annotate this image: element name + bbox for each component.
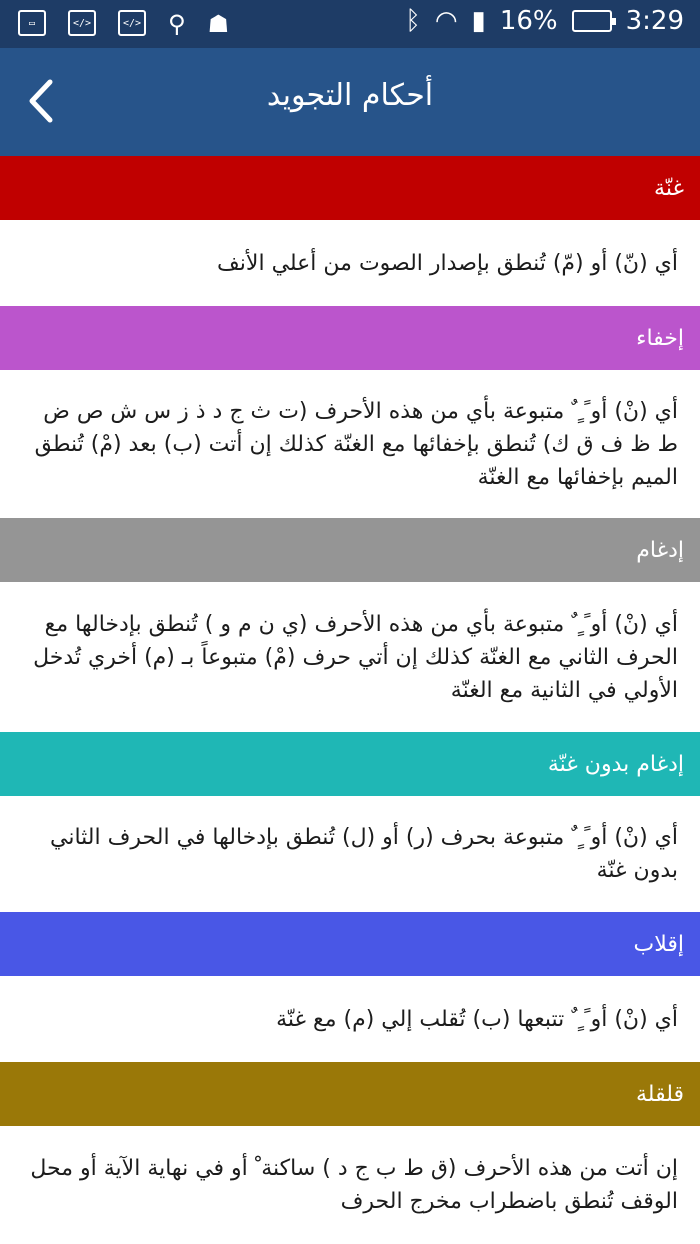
section-title: إخفاء [636,325,684,351]
clock: 3:29 [625,6,684,36]
section-body-ghunna [0,220,700,306]
section-body-ikhfa [0,370,700,518]
android-icon: ☗ [207,10,230,38]
usb-icon: ⚲ [168,10,186,38]
section-title: إدغام بدون غنّة [547,751,684,777]
section-body-iqlab [0,976,700,1062]
page-title: أحكام التجويد [266,78,434,113]
section-body-idgham-no-ghunna [0,796,700,912]
section-body-idgham [0,582,700,732]
app-bar [0,48,700,156]
section-header-idgham-no-ghunna [0,732,700,796]
section-text: أي (نْ) أو ً ٍ ٌ متبوعة بأي من هذه الأحرف (ت ث ج د ذ ز س ش ص ض ط ظ ف ق ك) تُنطق بإخفائها مع الغنّة كذلك إن أتت (ب) بعد (مْ) تُنطق الميم بإخفائها مع الغنّة [34,398,678,490]
section-text: إن أتت من هذه الأحرف (ق ط ب ج د ) ساكنة ْ أو في نهاية الآية أو محل الوقف تُنطق باضطراب مخرج الحرف [30,1156,678,1214]
section-title: إدغام [636,537,684,563]
section-text: أي (نّ) أو (مّ) تُنطق بإصدار الصوت من أعلي الأنف [217,250,678,276]
section-text: أي (نْ) أو ً ٍ ٌ تتبعها (ب) تُقلب إلي (م) مع غنّة [276,1006,678,1032]
section-header-ikhfa [0,306,700,370]
section-title: غنّة [654,175,684,201]
section-title: قلقلة [635,1081,684,1107]
wifi-icon: ◠ [434,6,458,36]
code-notification-icon: </> [68,10,96,36]
notification-icons [18,10,229,38]
section-header-ghunna [0,156,700,220]
section-header-iqlab [0,912,700,976]
section-text: أي (نْ) أو ً ٍ ٌ متبوعة بحرف (ر) أو (ل) تُنطق بإدخالها في الحرف الثاني بدون غنّة [50,825,678,883]
section-header-qalqala [0,1062,700,1126]
battery-icon [572,10,612,32]
section-text: أي (نْ) أو ً ٍ ٌ متبوعة بأي من هذه الأحرف (ي ن م و ) تُنطق بإدخالها مع الحرف الثاني مع الغنّة كذلك إن أتي حرف (مْ) متبوعاً بـ (م) أخري تُدخل الأولي في الثانية مع الغنّة [33,611,678,703]
bluetooth-icon: ᛒ [405,6,421,36]
signal-icon: ▮ [471,6,486,36]
section-title: إقلاب [633,931,684,957]
battery-percent: 16% [499,6,558,36]
status-bar [0,0,700,48]
code-notification-icon-2: </> [118,10,146,36]
system-status [405,6,684,36]
image-notification-icon: ▭ [18,10,46,36]
section-body-qalqala [0,1126,700,1244]
section-header-idgham [0,518,700,582]
